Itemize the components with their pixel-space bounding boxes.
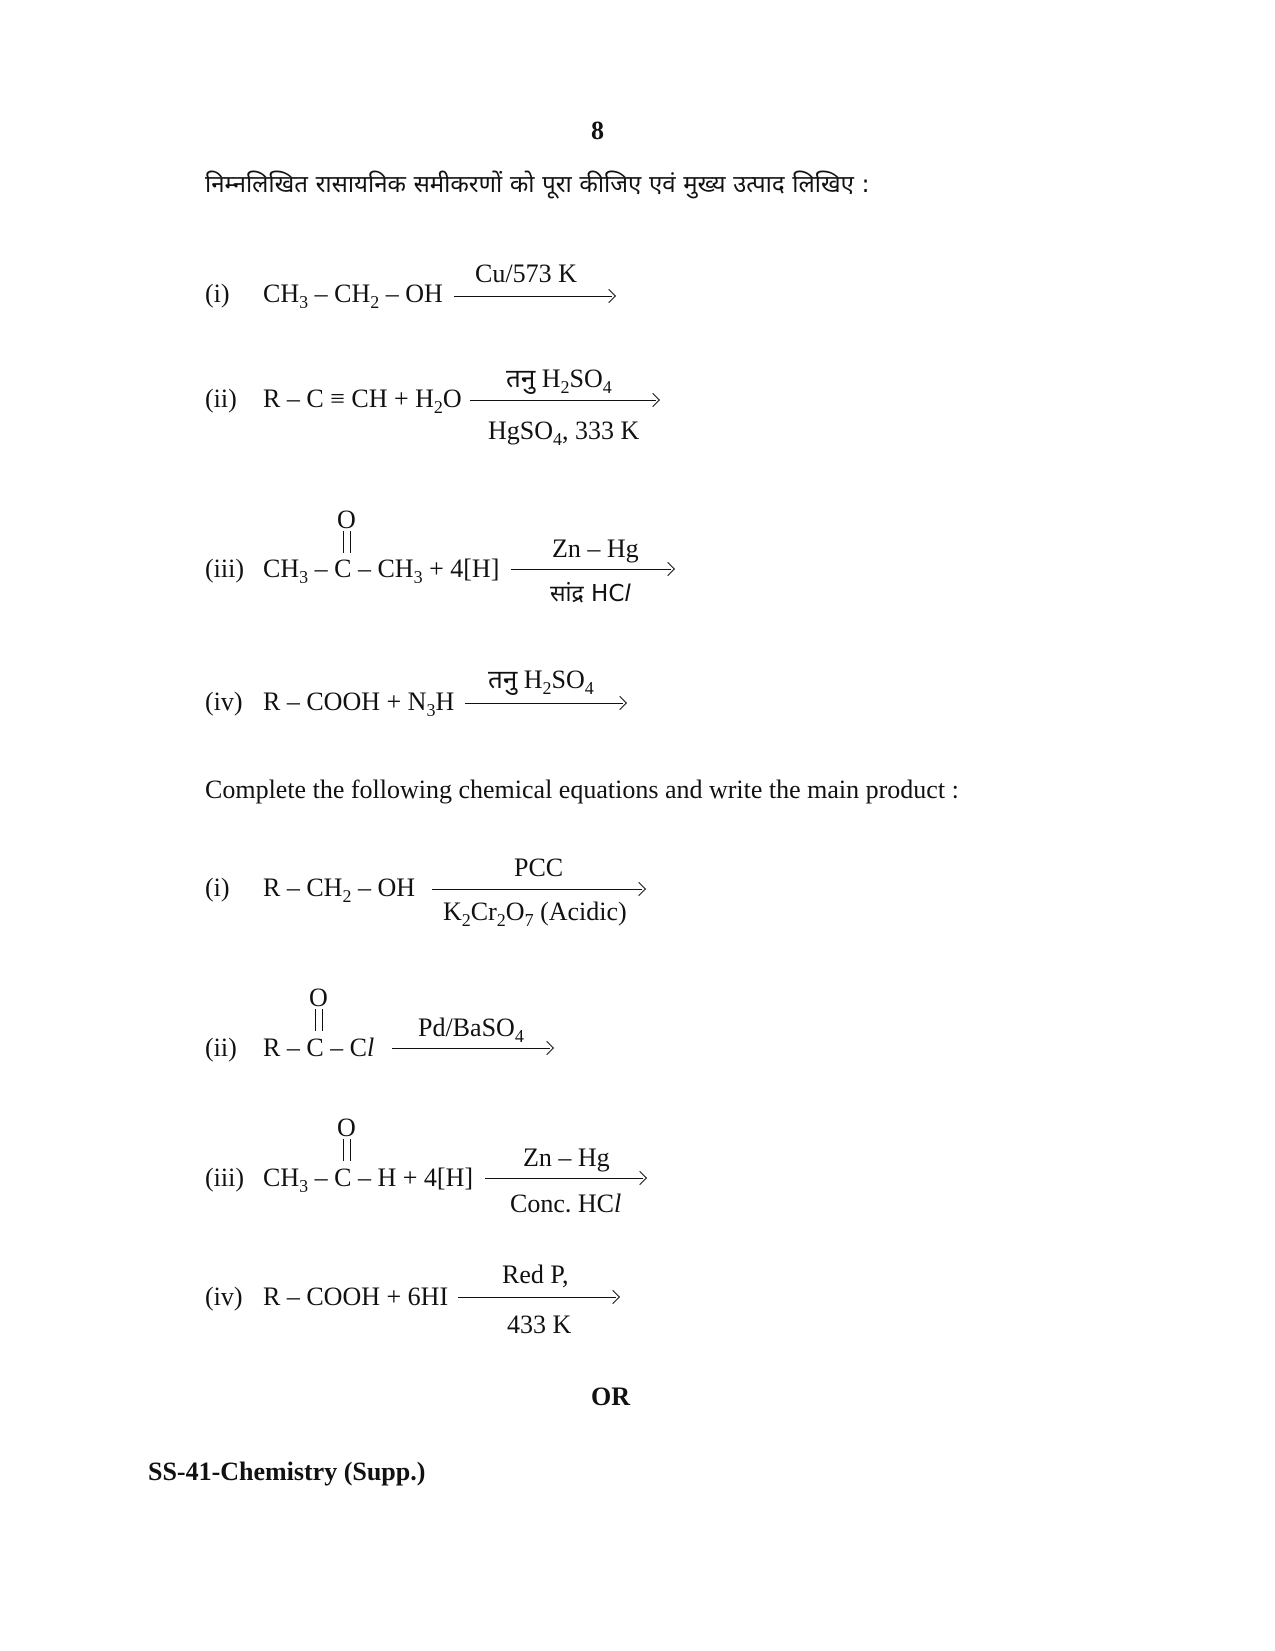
reagent-bottom: HgSO$_4$, 333 K — [488, 416, 640, 449]
reagent-top: Zn – Hg — [523, 1143, 610, 1172]
footer-paper-code: SS-41-Chemistry (Supp.) — [148, 1457, 426, 1486]
reaction-arrow — [470, 400, 656, 401]
reaction-arrow — [454, 296, 612, 297]
hindi-instruction: निम्नलिखित रासायनिक समीकरणों को पूरा कीजिए एवं मुख्य उत्पाद लिखिए : — [205, 170, 870, 198]
reagent-bottom: सांद्र HCl — [550, 581, 631, 607]
reagent-top: Pd/BaSO$_4$ — [418, 1013, 524, 1046]
reaction-arrow — [465, 703, 623, 704]
reactants: R – COOH + $N_3H$ — [263, 687, 455, 720]
carbonyl-oxygen: O — [337, 1113, 356, 1142]
or-separator: OR — [591, 1382, 630, 1411]
reactants: R – C – Cl — [263, 1033, 375, 1062]
equation-label: (iv) — [205, 1282, 243, 1311]
reagent-top: Zn – Hg — [552, 534, 639, 563]
equation-label: (iii) — [205, 1163, 244, 1192]
page-number: 8 — [591, 116, 604, 145]
reagent-top: Red P, — [502, 1260, 569, 1289]
reaction-arrow — [392, 1048, 550, 1049]
equation-label: (i) — [205, 873, 230, 902]
reagent-bottom: $K_2Cr_2O_7$ (Acidic) — [443, 897, 627, 930]
reagent-bottom: Conc. HCl — [510, 1189, 622, 1218]
carbonyl-oxygen: O — [337, 505, 356, 534]
reactants: $CH_3 - C - H + 4[H]$ — [263, 1163, 473, 1196]
reactants: R – COOH + 6HI — [263, 1282, 449, 1311]
reagent-top: तनु $H_2SO_4$ — [506, 364, 612, 397]
reactants: R – C ≡ CH + $H_2O$ — [263, 384, 462, 417]
reactants: R – $CH_2$ – OH — [263, 873, 416, 906]
equation-label: (iv) — [205, 687, 243, 716]
reagent-bottom: 433 K — [507, 1310, 572, 1339]
reactants: $CH_3 - C - CH_3 + 4[H]$ — [263, 554, 500, 587]
equation-label: (ii) — [205, 1033, 237, 1062]
equation-label: (iii) — [205, 554, 244, 583]
equation-label: (ii) — [205, 384, 237, 413]
reagent-top: Cu/573 K — [475, 259, 577, 288]
reaction-arrow — [432, 889, 642, 890]
equation-label: (i) — [205, 279, 230, 308]
double-bond — [343, 1139, 351, 1161]
double-bond — [315, 1009, 323, 1031]
reagent-top: PCC — [514, 853, 564, 882]
carbonyl-oxygen: O — [309, 983, 328, 1012]
reaction-arrow — [511, 569, 671, 570]
reaction-arrow — [458, 1297, 616, 1298]
double-bond — [343, 531, 351, 553]
reaction-arrow — [485, 1178, 643, 1179]
reactants: $CH_3 - CH_2$ – OH — [263, 279, 443, 312]
english-instruction: Complete the following chemical equations and write the main product : — [205, 775, 959, 804]
reagent-top: तनु $H_2SO_4$ — [488, 665, 594, 698]
